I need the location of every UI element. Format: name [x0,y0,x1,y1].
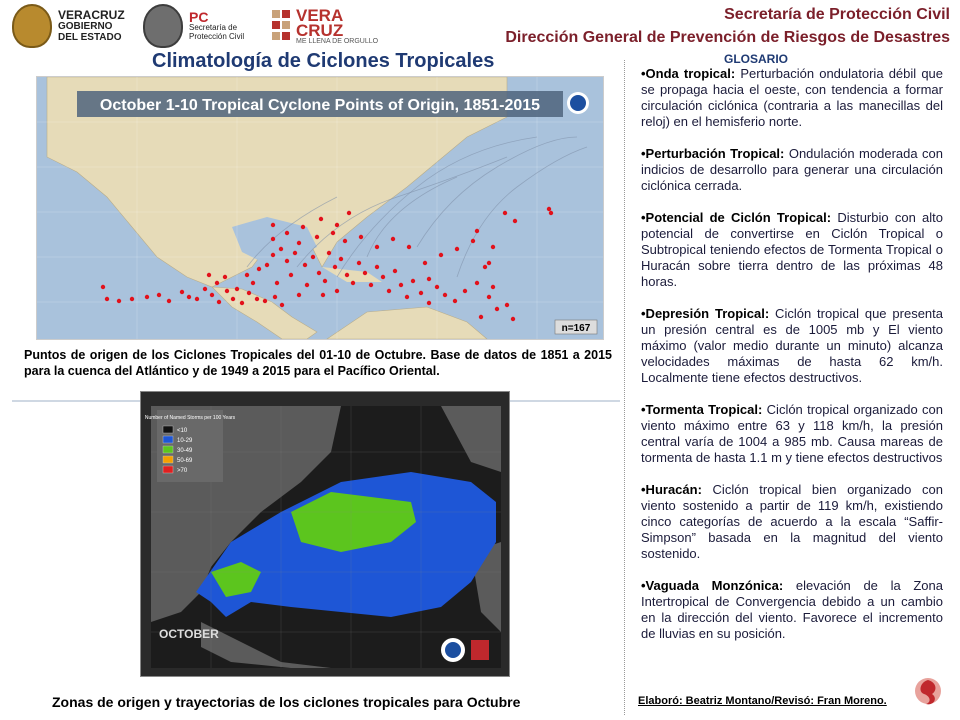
logo-pc-abbr: PC [189,8,209,25]
glossary-definition: Perturbación ondulatoria débil que se propaga hacia el oeste, con tendencia a formar circulación ciclónica (contraria a las manecillas del reloj) en el hemisferio norte. [641,66,944,129]
logo-tagline: ME LLENA DE ORGULLO [296,37,379,45]
glossary-definition: Ondulación moderada con indicios de desarrollo para generar una circulación ciclónica cerrada. [641,146,943,193]
glossary-entry [641,482,943,562]
glossary-definition: elevación de la Zona Intertropical de Convergencia debido a un cambio en la dirección del viento. Favorece el incremento de lluvias en su posición. [641,578,943,641]
glossary-term: •Tormenta Tropical: [641,402,763,417]
legend-swatch [163,426,173,433]
mexico-seal-icon [143,4,183,48]
glossary-definition: Ciclón tropical que presenta un presión central es de 1005 mb y El viento máximo (valor medio durante un minuto) alcanza velocidades máximas de hasta 62 km/h. Localmente tiene efectos destructivos. [641,306,943,385]
glossary-title: GLOSARIO [724,52,789,66]
glossary-term: •Depresión Tropical: [641,306,770,321]
logo-veracruz-line2: GOBIERNO [58,20,113,32]
zones-month: OCTOBER [159,627,219,641]
map1-caption: Puntos de origen de los Ciclones Tropicales del 01-10 de Octubre. Base de datos de 1851 a 2015 para la cuenca del Atlántico y de 1949 a 2015 para el Pacífico Oriental. [24,348,612,378]
glossary-entry [641,402,943,466]
legend-swatch [163,436,173,443]
legend-swatch [163,456,173,463]
glossary-entry [641,210,943,290]
glossary-entry [641,146,943,194]
pc-swirl-logo-icon [912,676,944,710]
glossary-entry [641,578,943,642]
logo-cruz: CRUZ [296,20,344,40]
map2-caption: Zonas de origen y trayectorias de los ciclones tropicales para Octubre [52,694,521,710]
storm-zones-map [140,391,510,677]
credits: Elaboró: Beatriz Montano/Revisó: Fran Moreno. [638,695,887,707]
glossary-term: •Huracán: [641,482,702,497]
legend-label: <10 [177,428,188,434]
legend-label: 30-49 [177,448,193,454]
veracruz-seal-icon [12,4,52,48]
storm-zones-svg [141,392,509,676]
page-title: Climatología de Ciclones Tropicales [152,50,495,72]
glossary-term: •Onda tropical: [641,66,736,81]
nws-logo-icon [471,640,489,660]
legend-label: 50-69 [177,458,193,464]
logo-vera-cruz [270,4,378,48]
glossary-entry [641,306,943,386]
legend-swatch [163,446,173,453]
logo-vera: VERA [296,5,344,25]
glossary [641,66,943,658]
logo-pc-line2: Protección Civil [189,31,245,41]
map1-count: n=167 [561,323,591,334]
column-divider [624,60,626,715]
org-line2: Dirección General de Prevención de Riesgos de Desastres [505,29,950,46]
map1-title: October 1-10 Tropical Cyclone Points of Origin, 1851-2015 [99,97,541,114]
vera-cruz-pattern-icon [270,8,292,44]
glossary-definition: Disturbio con alto potencial de convertirse en Ciclón Tropical o Subtropical teniendo efectos de Tormenta Tropical o Huracán sobre tierra dentro de las próximas 48 horas. [641,210,943,289]
origin-points-map [36,76,604,340]
glossary-term: •Vaguada Monzónica: [641,578,784,593]
legend-swatch [163,466,173,473]
glossary-term: •Potencial de Ciclón Tropical: [641,210,832,225]
glossary-definition: Ciclón tropical organizado con viento máximo entre 63 y 118 km/h, la presión central varía de 1004 a 985 mb. Causa mareas de tormenta de hasta 1.1 m y tiene efectos destructivos [641,402,943,465]
logo-veracruz-line3: DEL ESTADO [58,31,122,43]
logo-pc-line1: Secretaría de [189,22,238,32]
glossary-entry [641,66,943,130]
logo-pc [143,4,244,48]
logo-veracruz-line1: VERACRUZ [58,7,125,22]
logo-veracruz [12,4,125,48]
glossary-term: •Perturbación Tropical: [641,146,785,161]
legend-label: >70 [177,468,188,474]
org-line1: Secretaría de Protección Civil [724,6,950,23]
glossary-definition: Ciclón tropical bien organizado con viento sostenido a partir de 119 km/h, existiendo cinco categorías de acuerdo a la escala “Saffir-Simpson” basada en la magnitud del viento sostenido. [641,482,943,561]
legend-title: Number of Named Storms per 100 Years [144,415,236,421]
legend-label: 10-29 [177,438,193,444]
origin-map-svg [37,77,603,339]
